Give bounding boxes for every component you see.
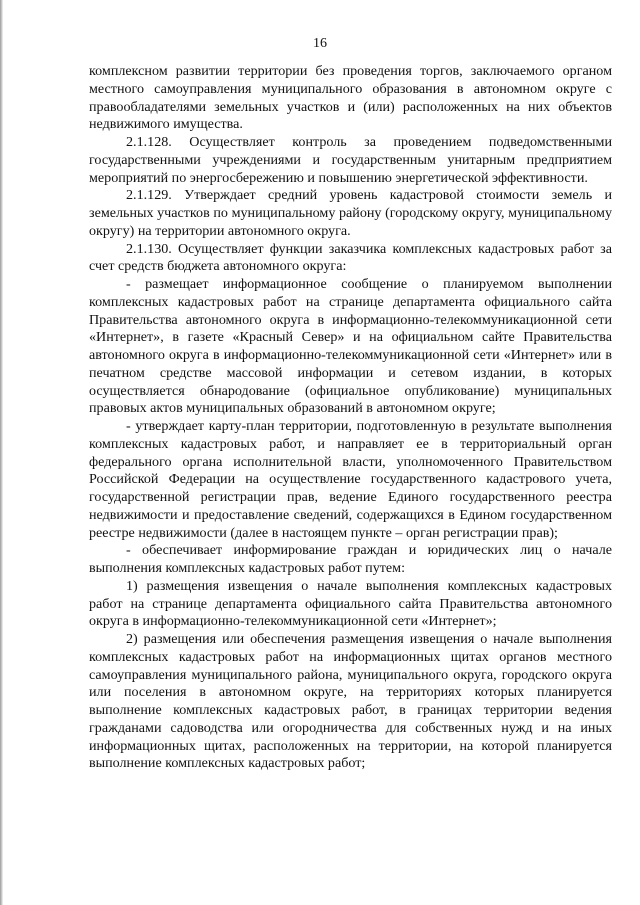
page-number: 16: [313, 36, 327, 51]
sub-item-1-website-notice: 1) размещения извещения о начале выполнения комплексных кадастровых работ на странице департамента официального сайта Правительства автономного округа в информационно-телекоммуникационной сети «Интернет»;: [89, 577, 612, 630]
paragraph-2-1-130: 2.1.130. Осуществляет функции заказчика комплексных кадастровых работ за счет средств бюджета автономного округа:: [89, 240, 612, 275]
scan-edge-shadow: [0, 0, 3, 905]
paragraph-2-1-128: 2.1.128. Осуществляет контроль за проведением подведомственными государственными учреждениями и государственным унитарным предприятием мероприятий по энергосбережению и повышению энергетической эффективности.: [89, 134, 612, 186]
document-body: [89, 63, 612, 773]
list-item-publish-notice: - размещает информационное сообщение о планируемом выполнении комплексных кадастровых работ на странице департамента официального сайта Правительства автономного округа в информационно-телекоммуникационной сети «Интернет», в газете «Красный Север» и на официальном сайте Правительства автономного округа в информационно-телекоммуникационной сети «Интернет» или в печатном средстве массовой информации и сетевом издании, в которых осуществляется обнародование (официальное опубликование) муниципальных правовых актов муниципальных образований в автономном округе;: [89, 276, 612, 417]
sub-item-2-info-boards: 2) размещения или обеспечения размещения извещения о начале выполнения комплексных кадастровых работ на информационных щитах органов местного самоуправления муниципального района, муниципального округа, городского округа или поселения в автономном округе, на территориях которых планируется выполнение комплексных кадастровых работ, в границах территории ведения гражданами садоводства или огородничества для собственных нужд и на иных информационных щитах, расположенных на территории, на которой планируется выполнение комплексных кадастровых работ;: [89, 631, 612, 772]
paragraph-2-1-129: 2.1.129. Утверждает средний уровень кадастровой стоимости земель и земельных участков по муниципальному району (городскому округу, муниципальному округу) на территории автономного округа.: [89, 187, 612, 239]
list-item-inform-citizens: - обеспечивает информирование граждан и юридических лиц о начале выполнения комплексных кадастровых работ путем:: [89, 542, 612, 576]
list-item-approve-map-plan: - утверждает карту-план территории, подготовленную в результате выполнения комплексных кадастровых работ, и направляет ее в территориальный орган федерального органа исполнительной власти, уполномоченного Правительством Российской Федерации на осуществление государственного кадастрового учета, государственной регистрации прав, ведение Единого государственного реестра недвижимости и предоставление сведений, содержащихся в Едином государственном реестре недвижимости (далее в настоящем пункте – орган регистрации прав);: [89, 418, 612, 541]
paragraph-continuation: комплексном развитии территории без проведения торгов, заключаемого органом местного самоуправления муниципального образования в автономном округе с правообладателями земельных участков и (или) расположенных на них объектов недвижимого имущества.: [89, 63, 612, 133]
